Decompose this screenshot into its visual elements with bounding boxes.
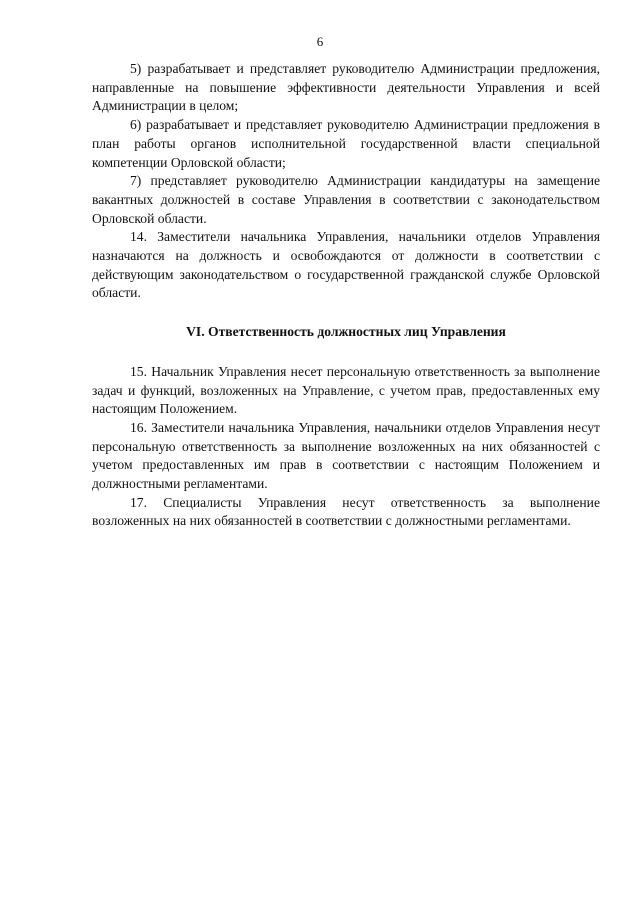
paragraph-clause-17: 17. Специалисты Управления несут ответственность за выполнение возложенных на них обязанностей в соответствии с должностными регламентами. xyxy=(92,494,600,529)
paragraph-item-6: 6) разрабатывает и представляет руководителю Администрации предложения в план работы органов исполнительной государственной власти специальной компетенции Орловской области; xyxy=(92,117,600,170)
paragraph-item-5: 5) разрабатывает и представляет руководителю Администрации предложения, направленные на повышение эффективности деятельности Управления и всей Администрации в целом; xyxy=(92,61,600,114)
document-body xyxy=(92,60,600,531)
paragraph-item-7: 7) представляет руководителю Администрации кандидатуры на замещение вакантных должностей в составе Управления в соответствии с законодательством Орловской области. xyxy=(92,173,600,226)
paragraph-clause-15: 15. Начальник Управления несет персональную ответственность за выполнение задач и функций, возложенных на Управление, с учетом прав, предоставленных ему настоящим Положением. xyxy=(92,363,600,417)
section-heading: VI. Ответственность должностных лиц Управления xyxy=(186,324,506,340)
paragraph-clause-16: 16. Заместители начальника Управления, начальники отделов Управления несут персональную ответственность за выполнение возложенных на них обязанностей с учетом предоставленных им прав в соответствии с настоящим Положением и должностными регламентами. xyxy=(92,419,600,492)
paragraph-clause-14: 14. Заместители начальника Управления, начальники отделов Управления назначаются на должность и освобождаются от должности в соответствии с действующим законодательством о государственной гражданской службе Орловской области. xyxy=(92,229,600,301)
page-number: 6 xyxy=(316,34,324,49)
